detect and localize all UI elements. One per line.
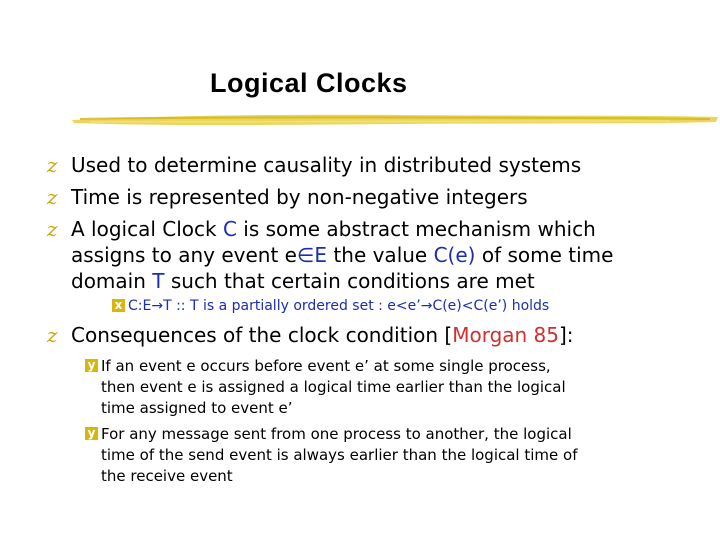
clock-symbol: C (222, 217, 237, 241)
slide-title: Logical Clocks (210, 68, 408, 98)
x-box-bullet-icon: x (112, 299, 125, 312)
citation: Morgan 85 (452, 323, 559, 347)
z-bullet-icon: z (47, 185, 58, 209)
z-bullet-icon: z (47, 153, 58, 177)
z-bullet-icon: z (47, 323, 58, 347)
y-box-bullet-icon: y (85, 359, 98, 372)
title-underline-brushstroke (70, 108, 720, 130)
y-box-bullet-icon: y (85, 427, 98, 440)
z-bullet-icon: z (47, 217, 58, 241)
